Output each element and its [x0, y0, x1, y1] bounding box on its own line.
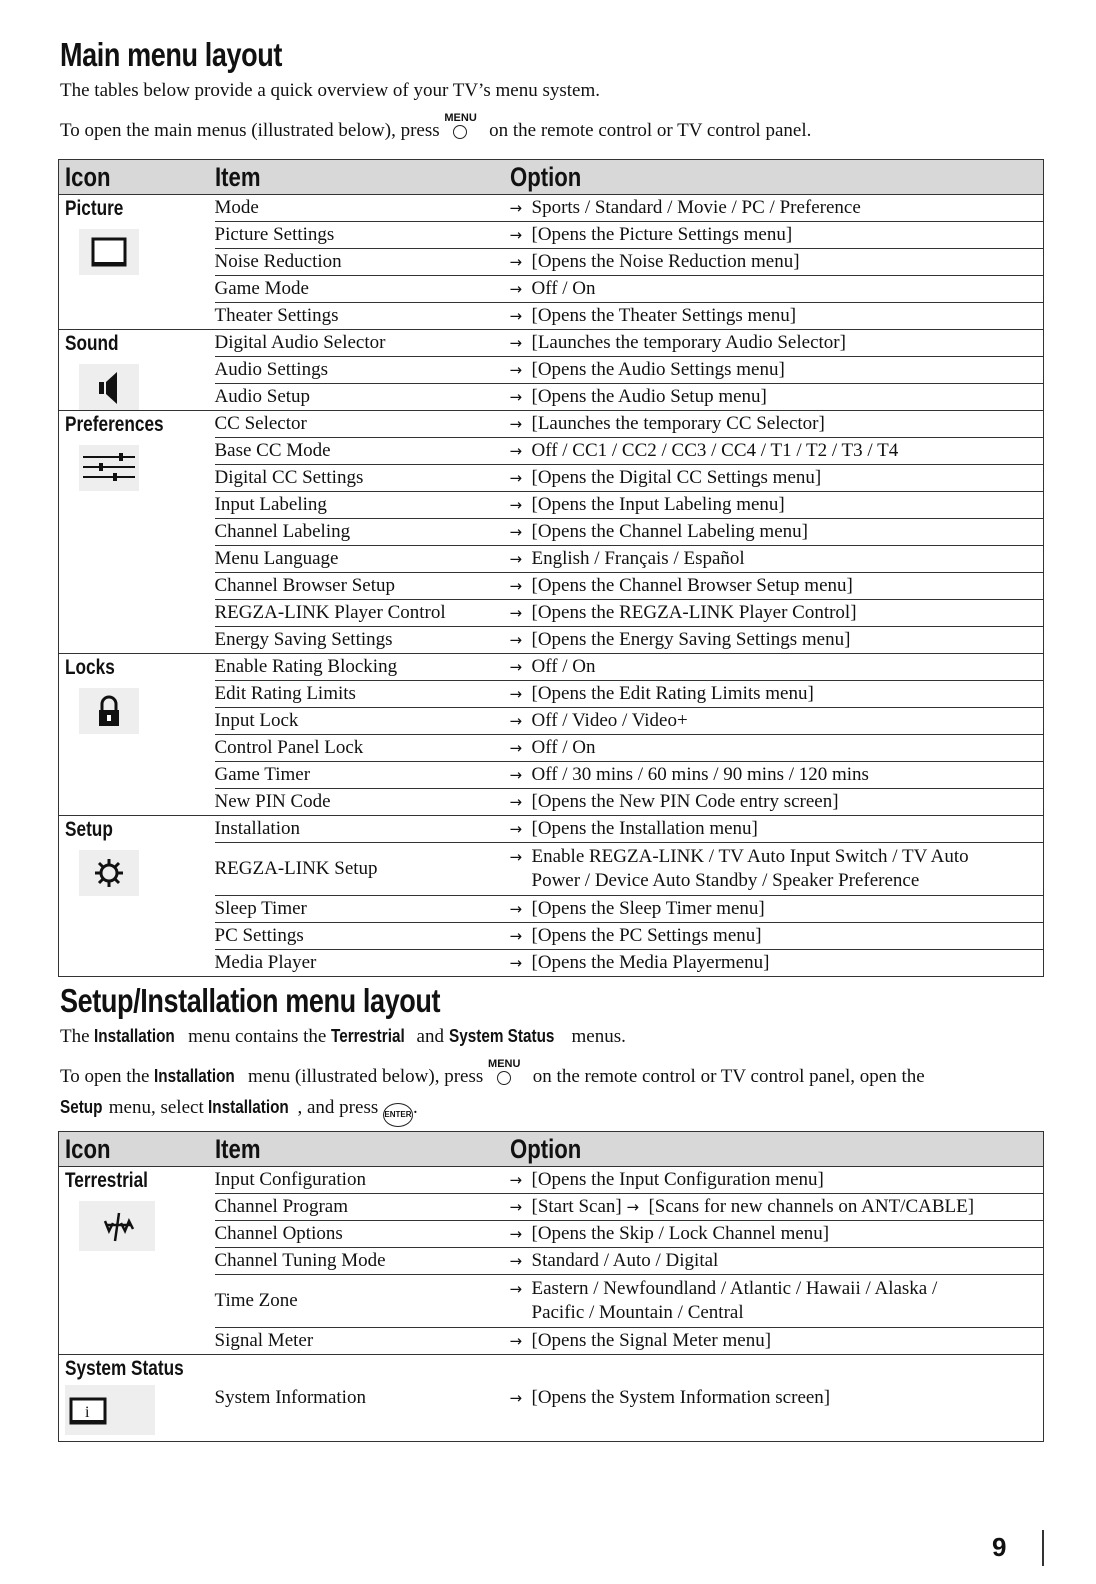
item-audio-setup: Audio Setup: [215, 384, 510, 411]
item-installation: Installation: [215, 816, 510, 843]
option-cell: → [Opens the Theater Settings menu]: [510, 303, 1044, 330]
option-cell: → [Opens the Channel Labeling menu]: [510, 519, 1044, 546]
option-cell: → Eastern / Newfoundland / Atlantic / Hawaii / Alaska / Pacific / Mountain / Central: [510, 1275, 1044, 1328]
option-cell: → [Opens the Channel Browser Setup menu]: [510, 573, 1044, 600]
option-cell: → [Opens the Input Configuration menu]: [510, 1167, 1044, 1194]
item-channel-program: Channel Program: [215, 1194, 510, 1221]
enter-button-icon: ENTER: [383, 1103, 413, 1127]
option-cell: → [Opens the System Information screen]: [510, 1355, 1044, 1442]
option-cell: → Off / On: [510, 276, 1044, 303]
table-row: [59, 654, 1044, 681]
antenna-icon: [79, 1201, 155, 1251]
page-number: 9: [992, 1532, 1007, 1562]
option-cell: → Off / On: [510, 654, 1044, 681]
category-system-status: System Status i: [59, 1355, 215, 1442]
option-cell: → [Opens the PC Settings menu]: [510, 923, 1044, 950]
option-cell: → [Opens the Installation menu]: [510, 816, 1044, 843]
intro-text: The tables below provide a quick overview of your TV’s menu system.: [60, 80, 600, 101]
open-menu-text: To open the main menus (illustrated below), press MENU on the remote control or TV control panel.: [60, 112, 812, 141]
option-cell: → [Opens the Energy Saving Settings menu]: [510, 627, 1044, 654]
item-regza-link-setup: REGZA-LINK Setup: [215, 843, 510, 896]
item-energy-saving-settings: Energy Saving Settings: [215, 627, 510, 654]
table-row: [59, 1167, 1044, 1194]
option-mode: → Sports / Standard / Movie / PC / Preference: [510, 195, 1044, 222]
option-cell: → [Opens the Skip / Lock Channel menu]: [510, 1221, 1044, 1248]
option-cell: → Off / CC1 / CC2 / CC3 / CC4 / T1 / T2 / T3 / T4: [510, 438, 1044, 465]
option-cell: → Off / 30 mins / 60 mins / 90 mins / 120 mins: [510, 762, 1044, 789]
padlock-icon: [79, 688, 139, 734]
main-menu-title: Main menu layout: [60, 36, 282, 73]
installation-open-text-2: Setup menu, select Installation , and press ENTER.: [60, 1097, 418, 1127]
item-channel-options: Channel Options: [215, 1221, 510, 1248]
item-channel-browser-setup: Channel Browser Setup: [215, 573, 510, 600]
item-control-panel-lock: Control Panel Lock: [215, 735, 510, 762]
item-media-player: Media Player: [215, 950, 510, 977]
option-cell: → [Opens the REGZA-LINK Player Control]: [510, 600, 1044, 627]
item-game-timer: Game Timer: [215, 762, 510, 789]
item-signal-meter: Signal Meter: [215, 1328, 510, 1355]
header-option: Option: [510, 1132, 1044, 1167]
option-cell: → [Opens the Digital CC Settings menu]: [510, 465, 1044, 492]
option-cell: → Off / Video / Video+: [510, 708, 1044, 735]
item-menu-language: Menu Language: [215, 546, 510, 573]
item-sleep-timer: Sleep Timer: [215, 896, 510, 923]
item-noise-reduction: Noise Reduction: [215, 249, 510, 276]
option-cell: → Standard / Auto / Digital: [510, 1248, 1044, 1275]
table-row: [59, 1355, 1044, 1442]
header-icon: Icon: [59, 1132, 215, 1167]
gear-icon: [79, 850, 139, 896]
category-setup: Setup: [59, 816, 215, 977]
table-row: [59, 195, 1044, 222]
option-cell: → [Opens the Input Labeling menu]: [510, 492, 1044, 519]
item-channel-tuning-mode: Channel Tuning Mode: [215, 1248, 510, 1275]
item-edit-rating-limits: Edit Rating Limits: [215, 681, 510, 708]
item-digital-cc-settings: Digital CC Settings: [215, 465, 510, 492]
item-pc-settings: PC Settings: [215, 923, 510, 950]
installation-menu-table: [58, 1131, 1044, 1442]
category-locks: Locks: [59, 654, 215, 816]
option-cell: → [Opens the Signal Meter menu]: [510, 1328, 1044, 1355]
option-cell: → [Opens the Picture Settings menu]: [510, 222, 1044, 249]
header-option: Option: [510, 160, 1044, 195]
item-audio-settings: Audio Settings: [215, 357, 510, 384]
option-cell: → [Opens the Audio Setup menu]: [510, 384, 1044, 411]
info-icon: [65, 1385, 155, 1435]
speaker-icon: [79, 364, 139, 410]
category-sound: Sound: [59, 330, 215, 411]
item-digital-audio-selector: Digital Audio Selector: [215, 330, 510, 357]
option-cell: → Off / On: [510, 735, 1044, 762]
main-menu-table: [58, 159, 1044, 977]
category-terrestrial: Terrestrial: [59, 1167, 215, 1355]
item-cc-selector: CC Selector: [215, 411, 510, 438]
option-cell: → [Opens the Audio Settings menu]: [510, 357, 1044, 384]
option-cell: → [Launches the temporary Audio Selector]: [510, 330, 1044, 357]
header-item: Item: [215, 1132, 510, 1167]
page-edge-line: [1042, 1530, 1044, 1566]
item-enable-rating-blocking: Enable Rating Blocking: [215, 654, 510, 681]
installation-open-text: To open the Installation menu (illustrated below), press MENU on the remote control or TV control panel, open the: [60, 1058, 925, 1087]
option-cell: → [Opens the Edit Rating Limits menu]: [510, 681, 1044, 708]
option-cell: → Enable REGZA-LINK / TV Auto Input Switch / TV Auto Power / Device Auto Standby / Speaker Preference: [510, 843, 1044, 896]
category-picture: Picture: [59, 195, 215, 330]
installation-intro: The Installation menu contains the Terrestrial and System Status menus.: [60, 1026, 626, 1047]
item-input-configuration: Input Configuration: [215, 1167, 510, 1194]
item-regza-link-player-control: REGZA-LINK Player Control: [215, 600, 510, 627]
item-mode: Mode: [215, 195, 510, 222]
option-cell: → [Opens the Sleep Timer menu]: [510, 896, 1044, 923]
item-time-zone: Time Zone: [215, 1275, 510, 1328]
option-cell: → [Opens the Noise Reduction menu]: [510, 249, 1044, 276]
item-input-lock: Input Lock: [215, 708, 510, 735]
item-theater-settings: Theater Settings: [215, 303, 510, 330]
picture-icon: [79, 229, 139, 275]
sliders-icon: [79, 445, 139, 491]
option-cell: → [Start Scan] → [Scans for new channels on ANT/CABLE]: [510, 1194, 1044, 1221]
option-cell: → [Opens the New PIN Code entry screen]: [510, 789, 1044, 816]
table-row: [59, 411, 1044, 438]
item-channel-labeling: Channel Labeling: [215, 519, 510, 546]
setup-installation-title: Setup/Installation menu layout: [60, 982, 441, 1019]
category-preferences: Preferences: [59, 411, 215, 654]
item-base-cc-mode: Base CC Mode: [215, 438, 510, 465]
header-icon: Icon: [59, 160, 215, 195]
option-cell: → [Launches the temporary CC Selector]: [510, 411, 1044, 438]
table-row: [59, 816, 1044, 843]
menu-button-icon: MENU: [444, 116, 484, 138]
item-picture-settings: Picture Settings: [215, 222, 510, 249]
header-item: Item: [215, 160, 510, 195]
svg-text:i: i: [85, 1404, 90, 1421]
item-new-pin-code: New PIN Code: [215, 789, 510, 816]
menu-button-icon: MENU: [488, 1062, 528, 1084]
item-system-information: System Information: [215, 1355, 510, 1442]
item-game-mode: Game Mode: [215, 276, 510, 303]
table-row: [59, 330, 1044, 357]
option-cell: → [Opens the Media Playermenu]: [510, 950, 1044, 977]
option-cell: → English / Français / Español: [510, 546, 1044, 573]
item-input-labeling: Input Labeling: [215, 492, 510, 519]
